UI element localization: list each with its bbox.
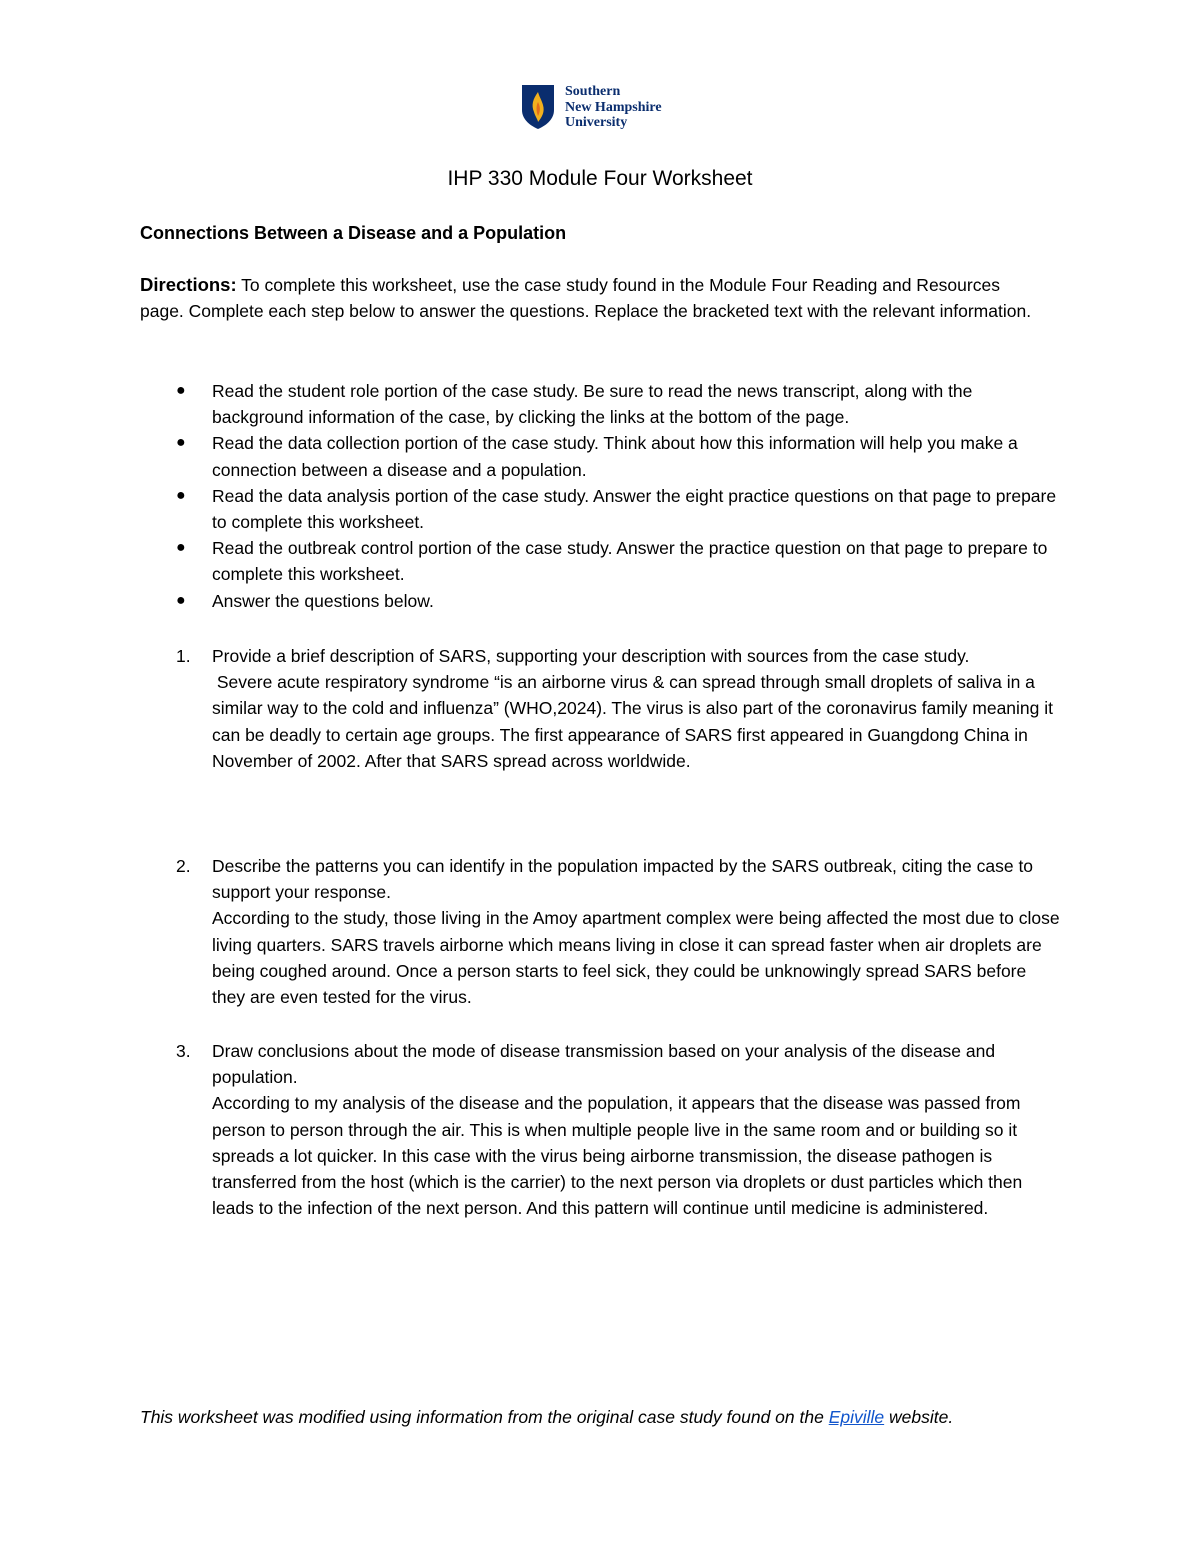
logo-line-3: University bbox=[565, 115, 628, 130]
list-item bbox=[140, 430, 1060, 482]
footer-text-before: This worksheet was modified using information from the original case study found on the bbox=[140, 1407, 829, 1427]
question-prompt: Provide a brief description of SARS, supporting your description with sources from the case study. bbox=[212, 646, 970, 666]
instruction-list bbox=[140, 378, 1060, 614]
question-number: 3. bbox=[176, 1041, 191, 1061]
answer-text: According to the study, those living in the Amoy apartment complex were being affected the most due to close living quarters. SARS travels airborne which means living in close it can spread faster when air droplets are being coughed around. Once a person starts to feel sick, they could be unknowingly spread SARS before they are even tested for the virus. bbox=[212, 908, 1060, 1008]
shield-flame-icon bbox=[521, 84, 555, 130]
university-name bbox=[565, 84, 662, 131]
epiville-link[interactable]: Epiville bbox=[828, 1407, 885, 1427]
bullet-text: Answer the questions below. bbox=[212, 590, 434, 611]
bullet-icon: ● bbox=[176, 434, 186, 452]
list-item bbox=[140, 378, 1060, 430]
section-heading: Connections Between a Disease and a Population bbox=[140, 223, 567, 243]
logo-line-1: Southern bbox=[565, 84, 621, 99]
question-block bbox=[140, 853, 1060, 1010]
directions-paragraph bbox=[140, 272, 1040, 324]
list-item bbox=[140, 483, 1060, 535]
question-1 bbox=[140, 643, 1060, 774]
question-block bbox=[140, 643, 1060, 774]
bullet-icon: ● bbox=[176, 539, 186, 557]
logo-line-2: New Hampshire bbox=[565, 99, 662, 115]
list-item bbox=[140, 535, 1060, 587]
question-prompt: Draw conclusions about the mode of disease transmission based on your analysis of the disease and population. bbox=[212, 1041, 996, 1088]
university-logo bbox=[521, 84, 662, 131]
bullet-icon: ● bbox=[176, 486, 186, 504]
bullet-text: Read the data collection portion of the case study. Think about how this information will help you make a connection between a disease and a population. bbox=[212, 433, 1018, 480]
directions-text: To complete this worksheet, use the case study found in the Module Four Reading and Resources page. Complete each step below to answer the questions. Replace the bracketed text with the relevant information. bbox=[140, 275, 1032, 322]
bullet-text: Read the outbreak control portion of the case study. Answer the practice question on that page to prepare to complete this worksheet. bbox=[212, 538, 1048, 585]
footer-note bbox=[140, 1402, 1040, 1432]
list-item bbox=[140, 588, 1060, 614]
directions-label: Directions: bbox=[140, 274, 237, 295]
question-block bbox=[140, 1038, 1060, 1221]
question-number: 2. bbox=[176, 856, 191, 876]
bullet-icon: ● bbox=[176, 382, 186, 399]
question-number: 1. bbox=[176, 646, 191, 666]
footer-text-after: website. bbox=[884, 1407, 954, 1427]
bullet-icon: ● bbox=[176, 591, 186, 609]
document-title: IHP 330 Module Four Worksheet bbox=[447, 167, 753, 190]
answer-text: According to my analysis of the disease and the population, it appears that the disease was passed from person to person through the air. This is when multiple people live in the same room and or building so it spreads a lot quicker. In this case with the virus being airborne transmission, the disease pathogen is transferred from the host (which is the carrier) to the next person via droplets or dust particles which then leads to the infection of the next person. And this pattern will continue until medicine is administered. bbox=[212, 1093, 1023, 1219]
question-2 bbox=[140, 853, 1060, 1010]
bullet-text: Read the student role portion of the case study. Be sure to read the news transcript, along with the background information of the case, by clicking the links at the bottom of the page. bbox=[212, 381, 973, 428]
question-prompt: Describe the patterns you can identify in the population impacted by the SARS outbreak, citing the case to support your response. bbox=[212, 856, 1034, 903]
question-3 bbox=[140, 1038, 1060, 1221]
answer-text: Severe acute respiratory syndrome “is an airborne virus & can spread through small droplets of saliva in a similar way to the cold and influenza” (WHO,2024). The virus is also part of the coronavirus family meaning it can be deadly to certain age groups. The first appearance of SARS first appeared in Guangdong China in November of 2002. After that SARS spread across worldwide. bbox=[212, 672, 1058, 771]
bullet-text: Read the data analysis portion of the case study. Answer the eight practice questions on that page to prepare to complete this worksheet. bbox=[212, 485, 1057, 533]
